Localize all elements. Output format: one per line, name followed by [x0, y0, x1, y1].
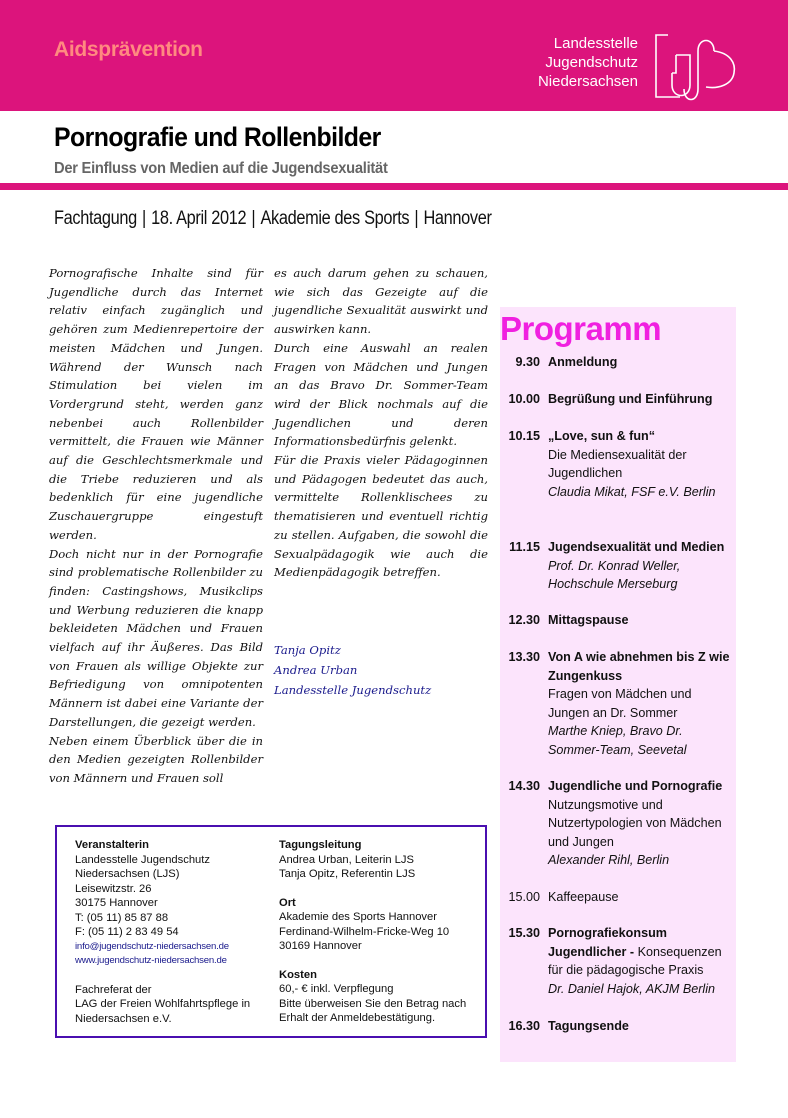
- intro-column-right: [274, 264, 488, 582]
- signature-line: Landesstelle Jugendschutz: [274, 683, 432, 697]
- program-desc: Die Mediensexualität der Jugendlichen: [548, 447, 687, 480]
- program-time: 12.30: [508, 613, 540, 627]
- info-line: T: (05 11) 85 87 88: [75, 911, 169, 924]
- program-title-text: Jugendsexualität und Medien: [548, 540, 725, 554]
- program-title-text: Anmeldung: [548, 355, 618, 369]
- separator: |: [142, 208, 146, 229]
- event-type: Fachtagung: [54, 208, 137, 229]
- email-link[interactable]: info@jugendschutz-niedersachsen.de: [75, 940, 229, 952]
- program-time: 13.30: [508, 650, 540, 664]
- page-title: Pornografie und Rollenbilder: [54, 122, 381, 152]
- program-desc: Fragen von Mädchen und Jungen an Dr. Sommer: [548, 687, 692, 720]
- spacer: [279, 882, 479, 896]
- program-title-text: Pornografiekonsum Jugendlicher -: [548, 926, 667, 959]
- info-line: Leisewitzstr. 26: [75, 882, 152, 895]
- program-title-text: Tagungsende: [548, 1019, 629, 1033]
- info-line: Landesstelle Jugendschutz: [75, 853, 210, 866]
- program-time: 14.30: [508, 779, 540, 793]
- info-line: 60,- € inkl. Verpflegung: [279, 983, 394, 995]
- program-speaker: Marthe Kniep, Bravo Dr. Sommer-Team, Seevetal: [548, 724, 687, 757]
- org-line: Jugendschutz: [545, 54, 638, 71]
- organizer-info: [75, 838, 275, 1026]
- program-desc: Konsequenzen für die pädagogische Praxis: [548, 944, 722, 977]
- program-time: 11.15: [509, 540, 540, 554]
- separator: |: [414, 208, 419, 229]
- intro-column-left: [49, 264, 263, 788]
- info-box: [55, 825, 487, 1038]
- info-line: Tanja Opitz, Referentin LJS: [279, 868, 416, 880]
- program-desc: Nutzungsmotive und Nutzertypologien von Mädchen und Jungen: [548, 797, 722, 849]
- program-time: 9.30: [515, 355, 540, 369]
- program-speaker: Prof. Dr. Konrad Weller, Hochschule Merseburg: [548, 558, 681, 591]
- program-time: 15.00: [508, 890, 540, 904]
- conference-info: [279, 838, 479, 1026]
- spacer: [75, 969, 275, 983]
- info-heading: Ort: [279, 896, 296, 909]
- program-time: 15.30: [508, 926, 540, 940]
- info-heading: Tagungsleitung: [279, 839, 362, 851]
- info-line: Niedersachsen (LJS): [75, 868, 180, 880]
- org-name: [538, 34, 638, 91]
- program-speaker: Dr. Daniel Hajok, AKJM Berlin: [548, 981, 716, 996]
- program-title-text: „Love, sun & fun“: [548, 429, 656, 443]
- intro-paragraph: Neben einem Überblick über die in den Medien gezeigten Rollenbilder von Männern und Frauen soll: [49, 733, 263, 785]
- info-line: Niedersachsen e.V.: [75, 1012, 172, 1025]
- header-band: [0, 0, 788, 111]
- info-line: Akademie des Sports Hannover: [279, 911, 437, 923]
- program-time: 16.30: [508, 1019, 540, 1033]
- intro-paragraph: es auch darum gehen zu schauen, wie sich das Gezeigte auf die jugendliche Sexualität auswirkt und auswirken kann.: [274, 266, 488, 337]
- signatures: [274, 640, 431, 700]
- page-subtitle: Der Einfluss von Medien auf die Jugendsexualität: [54, 160, 388, 177]
- intro-paragraph: Pornografische Inhalte sind für Jugendliche durch das Internet relativ einfach zugänglich und gehören zum Medienrepertoire der meisten Mädchen und Jungen. Während der Wunsch nach Stimulation bei vielen im Vordergrund steht, werden ganz nebenbei auch Rollenbilder vermittelt, die Frauen wie Männer auf die Geschlechtsmerkmale und die Triebe reduzieren und als bedenklich für eine jugendliche Zuschauergruppe eingestuft werden.: [49, 266, 263, 542]
- program-title-text: Begrüßung und Einführung: [548, 392, 713, 406]
- info-line: Ferdinand-Wilhelm-Fricke-Weg 10: [279, 925, 450, 938]
- program-panel: [500, 307, 736, 1062]
- program-title-text: Mittagspause: [548, 613, 629, 627]
- spacer: [279, 954, 479, 968]
- program-title-text: Von A wie abnehmen bis Z wie Zungenkuss: [548, 650, 730, 683]
- org-line: Landesstelle: [553, 35, 638, 52]
- signature-line: Tanja Opitz: [274, 643, 341, 657]
- event-venue: Akademie des Sports: [260, 208, 410, 229]
- info-line: F: (05 11) 2 83 49 54: [75, 926, 179, 938]
- separator: |: [251, 208, 256, 229]
- org-line: Niedersachsen: [537, 73, 638, 90]
- signature-line: Andrea Urban: [274, 663, 358, 677]
- program-speaker: Alexander Rihl, Berlin: [548, 853, 670, 867]
- program-time: 10.00: [508, 392, 540, 406]
- intro-paragraph: Durch eine Auswahl an realen Fragen von Mädchen und Jungen an das Bravo Dr. Sommer-Team wird der Blick nochmals auf die Jugendlichen und deren Informationsbedürfnis gelenkt.: [274, 340, 488, 449]
- program-speaker: Claudia Mikat, FSF e.V. Berlin: [548, 484, 716, 499]
- program-title-text: Kaffeepause: [548, 890, 619, 904]
- ljs-logo-icon: [654, 33, 740, 105]
- website-link[interactable]: www.jugendschutz-niedersachsen.de: [75, 955, 227, 966]
- program-title: Programm: [500, 310, 662, 347]
- info-line: 30175 Hannover: [75, 897, 158, 909]
- info-heading: Kosten: [279, 968, 317, 981]
- title-divider: [0, 183, 788, 190]
- event-city: Hannover: [423, 208, 492, 229]
- program-title-text: Jugendliche und Pornografie: [548, 779, 723, 793]
- info-heading: Veranstalterin: [75, 839, 149, 851]
- header-tag: Aidsprävention: [54, 38, 203, 61]
- intro-paragraph: Für die Praxis vieler Pädagoginnen und Pädagogen bedeutet das auch, vermittelte Rollenklischees zu thematisieren und eventuell richtig zu stellen. Aufgaben, die sowohl die Sexualpädagogik wie auch die Medienpädagogik betreffen.: [274, 453, 488, 580]
- info-line: 30169 Hannover: [279, 940, 362, 952]
- intro-paragraph: Doch nicht nur in der Pornografie sind problematische Rollenbilder zu finden: Castingshows, Musikclips und Werbung reduzieren die knapp bekleideten Mädchen und Frauen vielfach auf ihr Äußeres. Das Bild von Frauen als willige Objekte zur Befriedigung von omnipotenten Männern ist dabei eine Variante der Darstellungen, die gezeigt werden.: [49, 546, 263, 729]
- info-line: Erhalt der Anmeldebestätigung.: [279, 1012, 436, 1024]
- info-line: Bitte überweisen Sie den Betrag nach: [279, 997, 467, 1010]
- info-line: LAG der Freien Wohlfahrtspflege in: [75, 998, 251, 1010]
- event-line: [54, 208, 492, 230]
- program-time: 10.15: [508, 429, 540, 443]
- info-line: Andrea Urban, Leiterin LJS: [279, 853, 414, 866]
- info-line: Fachreferat der: [75, 983, 152, 996]
- event-date: 18. April 2012: [151, 208, 247, 229]
